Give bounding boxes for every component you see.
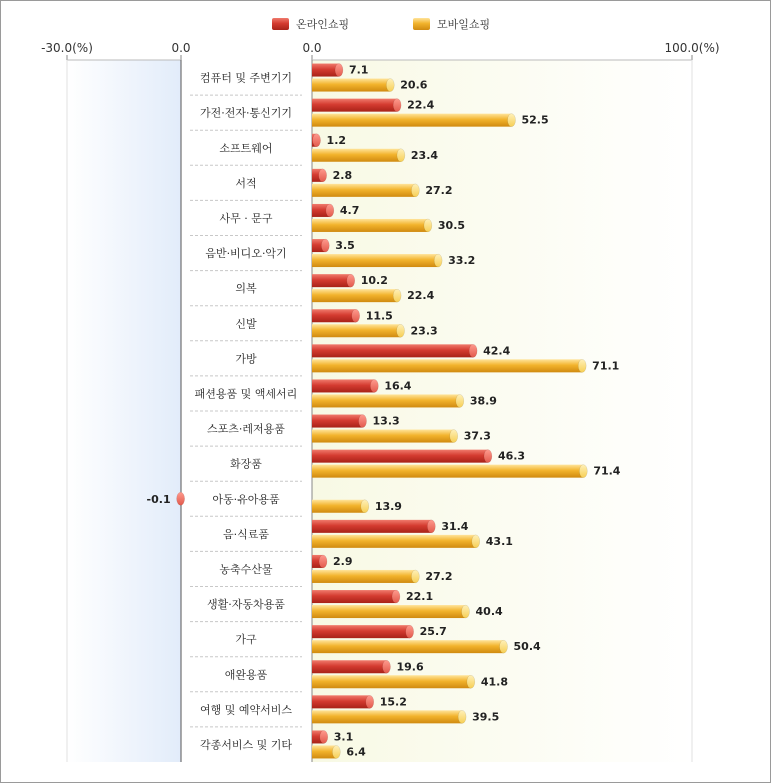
mobile-value-label: 23.3 xyxy=(410,324,438,338)
category-label: 애완용품 xyxy=(224,668,268,682)
mobile-bar xyxy=(312,430,458,443)
category-label: 가전·전자·통신기기 xyxy=(199,106,293,120)
category-label: 음반·비디오·악기 xyxy=(205,247,287,261)
online-value-label: 22.4 xyxy=(407,98,435,112)
mobile-bar xyxy=(312,465,587,478)
online-value-label: 13.3 xyxy=(372,414,400,428)
category-label: 아동·유아용품 xyxy=(212,492,280,506)
mobile-bar xyxy=(312,184,419,197)
mobile-bar xyxy=(312,675,475,688)
online-value-label: 11.5 xyxy=(365,309,393,323)
mobile-bar xyxy=(312,149,405,162)
mobile-bar xyxy=(312,570,419,583)
positive-panel xyxy=(312,60,692,762)
online-value-label: 4.7 xyxy=(339,203,360,217)
online-value-label: -0.1 xyxy=(146,492,171,506)
mobile-bar xyxy=(312,605,470,618)
online-value-label: 25.7 xyxy=(419,625,447,639)
online-bar xyxy=(312,520,435,533)
online-value-label: 42.4 xyxy=(483,344,511,358)
tick-label-pos-zero: 0.0 xyxy=(302,41,322,55)
mobile-value-label: 6.4 xyxy=(346,745,366,759)
category-label: 농축수산물 xyxy=(219,562,273,576)
online-value-label: 10.2 xyxy=(360,274,388,288)
online-bar xyxy=(312,415,367,428)
online-value-label: 2.9 xyxy=(333,554,353,568)
mobile-value-label: 33.2 xyxy=(448,254,476,268)
online-bar xyxy=(312,730,328,743)
mobile-value-label: 22.4 xyxy=(407,289,435,303)
mobile-value-label: 43.1 xyxy=(485,534,513,548)
mobile-bar xyxy=(312,500,369,513)
online-value-label: 1.2 xyxy=(326,133,347,147)
tick-label-neg-zero: 0.0 xyxy=(171,41,191,55)
online-bar xyxy=(312,625,414,638)
category-label: 각종서비스 및 기타 xyxy=(199,738,293,752)
category-label: 생활·자동차용품 xyxy=(207,598,285,612)
mobile-value-label: 71.4 xyxy=(593,464,621,478)
category-label: 사무 · 문구 xyxy=(219,211,273,225)
mobile-bar xyxy=(312,219,432,232)
mobile-value-label: 23.4 xyxy=(410,148,439,162)
mobile-bar xyxy=(312,254,442,267)
mobile-value-label: 37.3 xyxy=(463,429,491,443)
mobile-bar xyxy=(312,79,394,92)
mobile-value-label: 41.8 xyxy=(480,675,508,689)
online-value-label: 46.3 xyxy=(497,449,526,463)
category-label: 음·식료품 xyxy=(222,527,270,541)
tick-label-neg-min: -30.0(%) xyxy=(41,41,93,55)
online-value-label: 15.2 xyxy=(379,695,407,709)
online-bar xyxy=(312,134,321,147)
category-label: 가구 xyxy=(235,633,257,647)
online-bar xyxy=(312,695,374,708)
mobile-value-label: 27.2 xyxy=(425,569,453,583)
category-label: 가방 xyxy=(235,352,257,366)
online-bar xyxy=(312,660,390,673)
online-bar xyxy=(312,590,400,603)
online-bar xyxy=(312,379,378,392)
legend-swatch-1 xyxy=(413,18,430,30)
mobile-bar xyxy=(312,394,464,407)
online-value-label: 31.4 xyxy=(441,519,469,533)
tick-label-pos-max: 100.0(%) xyxy=(664,41,720,55)
online-value-label: 3.1 xyxy=(333,730,354,744)
mobile-value-label: 38.9 xyxy=(469,394,497,408)
mobile-value-label: 50.4 xyxy=(513,640,541,654)
mobile-bar xyxy=(312,359,586,372)
mobile-value-label: 40.4 xyxy=(475,605,503,619)
mobile-bar xyxy=(312,710,466,723)
mobile-value-label: 39.5 xyxy=(472,710,500,724)
online-value-label: 16.4 xyxy=(384,379,412,393)
category-label: 컴퓨터 및 주변기기 xyxy=(199,71,293,85)
online-value-label: 7.1 xyxy=(348,63,369,77)
mobile-value-label: 52.5 xyxy=(521,113,549,127)
legend-item-1 xyxy=(413,17,490,31)
online-bar xyxy=(312,99,401,112)
online-bar xyxy=(312,239,329,252)
online-value-label: 2.8 xyxy=(332,168,353,182)
mobile-bar xyxy=(312,114,516,127)
mobile-value-label: 20.6 xyxy=(400,78,428,92)
negative-panel xyxy=(67,60,181,762)
online-value-label: 22.1 xyxy=(405,590,434,604)
legend-item-0 xyxy=(272,17,349,31)
online-bar xyxy=(312,169,327,182)
online-bar xyxy=(312,450,492,463)
category-label: 화장품 xyxy=(230,457,262,471)
mobile-bar xyxy=(312,289,401,302)
mobile-value-label: 71.1 xyxy=(592,359,620,373)
legend-swatch-0 xyxy=(272,18,289,30)
category-label: 패션용품 및 액세서리 xyxy=(194,387,298,401)
mobile-bar xyxy=(312,745,340,758)
category-label: 신발 xyxy=(235,317,257,331)
category-label: 서적 xyxy=(235,176,257,190)
online-value-label: 3.5 xyxy=(335,239,355,253)
online-value-label: 19.6 xyxy=(396,660,424,674)
mobile-value-label: 13.9 xyxy=(374,499,402,513)
mobile-value-label: 27.2 xyxy=(425,183,453,197)
online-bar xyxy=(312,274,355,287)
legend-label-0: 온라인쇼핑 xyxy=(296,18,350,31)
online-bar xyxy=(312,204,334,217)
online-bar xyxy=(312,555,327,568)
category-label: 소프트웨어 xyxy=(219,141,273,155)
category-label: 의복 xyxy=(235,282,257,296)
mobile-value-label: 30.5 xyxy=(437,218,466,232)
online-bar xyxy=(177,492,185,505)
mobile-bar xyxy=(312,640,508,653)
mobile-bar xyxy=(312,324,405,337)
category-label: 스포츠·레저용품 xyxy=(207,422,285,436)
online-bar xyxy=(312,64,343,77)
mobile-bar xyxy=(312,535,480,548)
category-label: 여행 및 예약서비스 xyxy=(199,703,293,717)
legend-label-1: 모바일쇼핑 xyxy=(437,18,491,31)
online-bar xyxy=(312,344,477,357)
online-bar xyxy=(312,309,360,322)
